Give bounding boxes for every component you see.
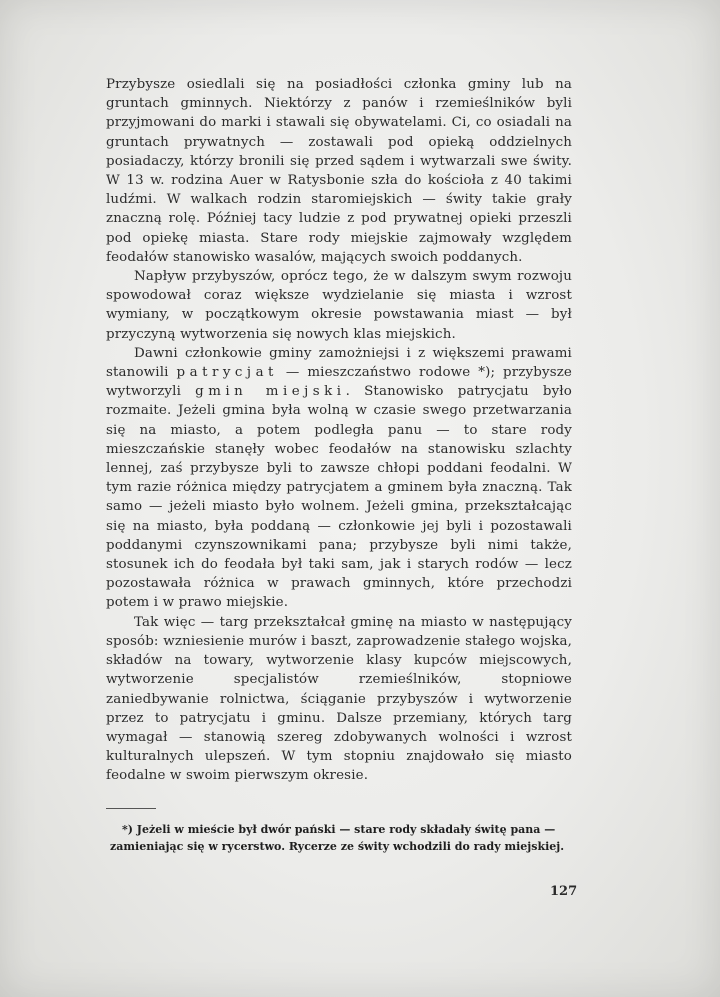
paragraph-3-text-c: . Stanowisko patrycjatu było rozmaite. Jeżeli gmina była wolną w czasie swego przetwarzania się na miasto, a potem podległa panu — to stare rody mieszczańskie stanęły wobec feodałów na stanowisku szlachty lennej, zaś przybysze byli to zawsze chłopi poddani feodalni. W tym razie różnica między patrycjatem a gminem była znaczną. Tak samo — jeżeli miasto było wolnem. Jeżeli gmina, przekształcając się na miasto, była poddaną — członkowie jej byli i pozostawali poddanymi czynszownikami pana; przybysze byli nimi także, stosunek ich do feodała był taki sam, jak i starych rodów — lecz pozostawała różnica w prawach gminnych, które przechodzi potem i w prawo miejskie. [106, 384, 572, 611]
footnote-line-1: *) Jeżeli w mieście był dwór pański — stare rody składały świtę pana — [122, 823, 556, 836]
term-gmin-miejski: gmin miejski [195, 384, 346, 400]
paragraph-2 [106, 267, 572, 344]
term-patrycjat: patrycjat [176, 365, 278, 381]
paragraph-1-text: Przybysze osiedlali się na posiadłości członka gminy lub na gruntach gminnych. Niektórzy z panów i rzemieślników byli przyjmowani do marki i stawali się obywatelami. Ci, co osiadali na gruntach prywatnych — zostawali pod opieką oddzielnych posiadaczy, którzy bronili się przed sądem i wytwarzali swe świty. W 13 w. rodzina Auer w Ratysbonie szła do kościoła z 40 takimi ludźmi. W walkach rodzin staromiejskich — świty takie grały znaczną rolę. Później tacy ludzie z pod prywatnej opieki przeszli pod opiekę miasta. Stare rody miejskie zajmowały względem feodałów stanowisko wasalów, mających swoich poddanych. [106, 77, 572, 265]
footnote-line-2: zamieniając się w rycerstwo. Rycerze ze świty wchodzili do rady miejskiej. [110, 840, 565, 853]
paragraph-3-text-a: Dawni członkowie gminy zamożniejsi i z większemi prawami stanowili [106, 345, 572, 381]
footnote [110, 821, 572, 855]
paragraph-2-text: Napływ przybyszów, oprócz tego, że w dalszym swym rozwoju spowodował coraz większe wydzielanie się miasta i wzrost wymiany, w początkowym okresie powstawania miast — był przyczyną wytworzenia się nowych klas miejskich. [106, 269, 572, 342]
paragraph-4 [106, 613, 572, 786]
footnote-divider [106, 808, 156, 809]
paragraph-3 [106, 344, 572, 613]
paragraph-4-text: Tak więc — targ przekształcał gminę na miasto w następujący sposób: wzniesienie murów i baszt, zaprowadzenie stałego wojska, składów na towary, wytworzenie klasy kupców miejscowych, wytworzenie specjalistów rzemieślników, stopniowe zaniedbywanie rolnictwa, ściąganie przybyszów i wytworzenie przez to patrycjatu i gminu. Dalsze przemiany, których targ wymagał — stanowią szereg zdobywanych wolności i wzrost kulturalnych ulepszeń. W tym stopniu znajdowało się miasto feodalne w swoim pierwszym okresie. [106, 614, 572, 784]
main-text [106, 75, 572, 786]
page-number: 127 [550, 884, 578, 899]
paragraph-1 [106, 75, 572, 267]
paragraph-3-text-b: — mieszczaństwo rodowe *); przybysze wytworzyli [106, 365, 572, 400]
